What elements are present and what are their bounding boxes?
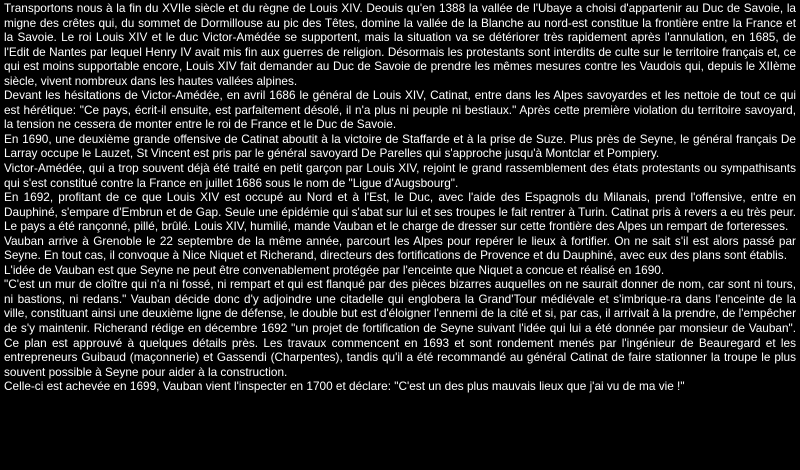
paragraph-offensive-1692: En 1692, profitant de ce que Louis XIV est occupé au Nord et à l'Est, le Duc, avec l'aide des Espagnols du Milanais, prend l'offensive, entre en Dauphiné, s'empare d'Embrun et de Gap. Seule une épidémie qui s'abat sur lui et ses troupes le fait rentrer à Turin. Catinat pris à revers a eu très peur. Le pays a été rançonné, pillé, brûlé. Louis XIV, humilié, mande Vauban et le charge de dresser sur cette frontière des Alpes un rempart de forteresses. [4,190,796,234]
paragraph-inspection-1700: Celle-ci est achevée en 1699, Vauban vient l'inspecter en 1700 et déclare: "C'est un des plus mauvais lieux que j'ai vu de ma vie !" [4,379,685,394]
paragraph-offensive-1690: En 1690, une deuxième grande offensive de Catinat aboutit à la victoire de Staffarde et à la prise de Suze. Plus près de Seyne, le général français De Larray occupe le Lauzet, St Vincent est pris par le général savoyard De Parelles qui s'approche jusqu'à Montclar et Pompiery. [4,131,796,161]
paragraph-citadelle-projet: "C'est un mur de cloître qui n'a ni fossé, ni rempart et qui est flanqué par des pièces bizarres auquelles on ne saurait donner de nom, car sont ni tours, ni bastions, ni redans." Vauban décide donc d'y adjoindre une citadelle qui englobera la Grand'Tour médiévale et s'imbrique-ra dans l'enceinte de la ville, constituant ainsi une deuxième ligne de défense, le double but est d'éloigner l'ennemi de la cité et si, par cas, il arrivait à la prendre, de l'empêcher de s'y maintenir. Richerand rédige en décembre 1692 "un projet de fortification de Seyne suivant l'idée qui lui a été donnée par monsieur de Vauban". Ce plan est approuvé à quelques détails près. Les travaux commencent en 1693 et sont rondement menés par l'ingénieur de Beauregard et les entrepreneurs Guibaud (maçonnerie) et Gassendi (Charpentes), tandis qu'il a été recommandé au général Catinat de faire stationner la troupe le plus souvent possible à Seyne pour aider à la construction. [4,277,796,379]
paragraph-vauban-grenoble: Vauban arrive à Grenoble le 22 septembre de la même année, parcourt les Alpes pour repérer le lieux à fortifier. On ne sait s'il est alors passé par Seyne. En tout cas, il convoque à Nice Niquet et Richerand, directeurs des fortifications de Provence et du Dauphiné, avec eux des plans sont établis. [4,233,796,263]
paragraph-ligue-augsbourg: Victor-Amédée, qui a trop souvent déjà été traité en petit garçon par Louis XIV, rejoint le grand rassemblement des états protestants ou sympathisants qui s'est constitué contre la France en juillet 1686 sous le nom de "Ligue d'Augsbourg". [4,161,796,190]
paragraph-idee-vauban: L'idée de Vauban est que Seyne ne peut être convenablement protégée par l'enceinte que Niquet a concue et réalisé en 1690. [4,262,665,277]
document-body [4,1,796,394]
paragraph-savoie-context: Transportons nous à la fin du XVIIe siècle et du règne de Louis XIV. Deouis qu'en 1388 la vallée de l'Ubaye a choisi d'appartenir au Duc de Savoie, la migne des crêtes qui, du sommet de Dormillouse au pic des Têtes, domine la vallée de la Blanche au nord-est constitue la frontière entre la France et la Savoie. Le roi Louis XIV et le duc Victor-Amédée se supportent, mais la situation va se détériorer très rapidement après l'annulation, en 1685, de l'Edit de Nantes par lequel Henry IV avait mis fin aux guerres de religion. Désormais les protestants sont interdits de culte sur le territoire français et, ce qui est moins supportable encore, Louis XIV fait demander au Duc de Savoie de prendre les mêmes mesures contre les Vaudois qui, depuis le XIIème siècle, vivent nombreux dans les hautes vallées alpines. [4,1,796,88]
paragraph-catinat-1686: Devant les hésitations de Victor-Amédée, en avril 1686 le général de Louis XIV, Catinat, entre dans les Alpes savoyardes et les nettoie de tout ce qui est hérétique: "Ce pays, écrit-il ensuite, est parfaitement désolé, il n'a plus ni peuple ni bestiaux." Après cette première violation du territoire savoyard, la tension ne cessera de monter entre le roi de France et le Duc de Savoie. [4,88,796,132]
